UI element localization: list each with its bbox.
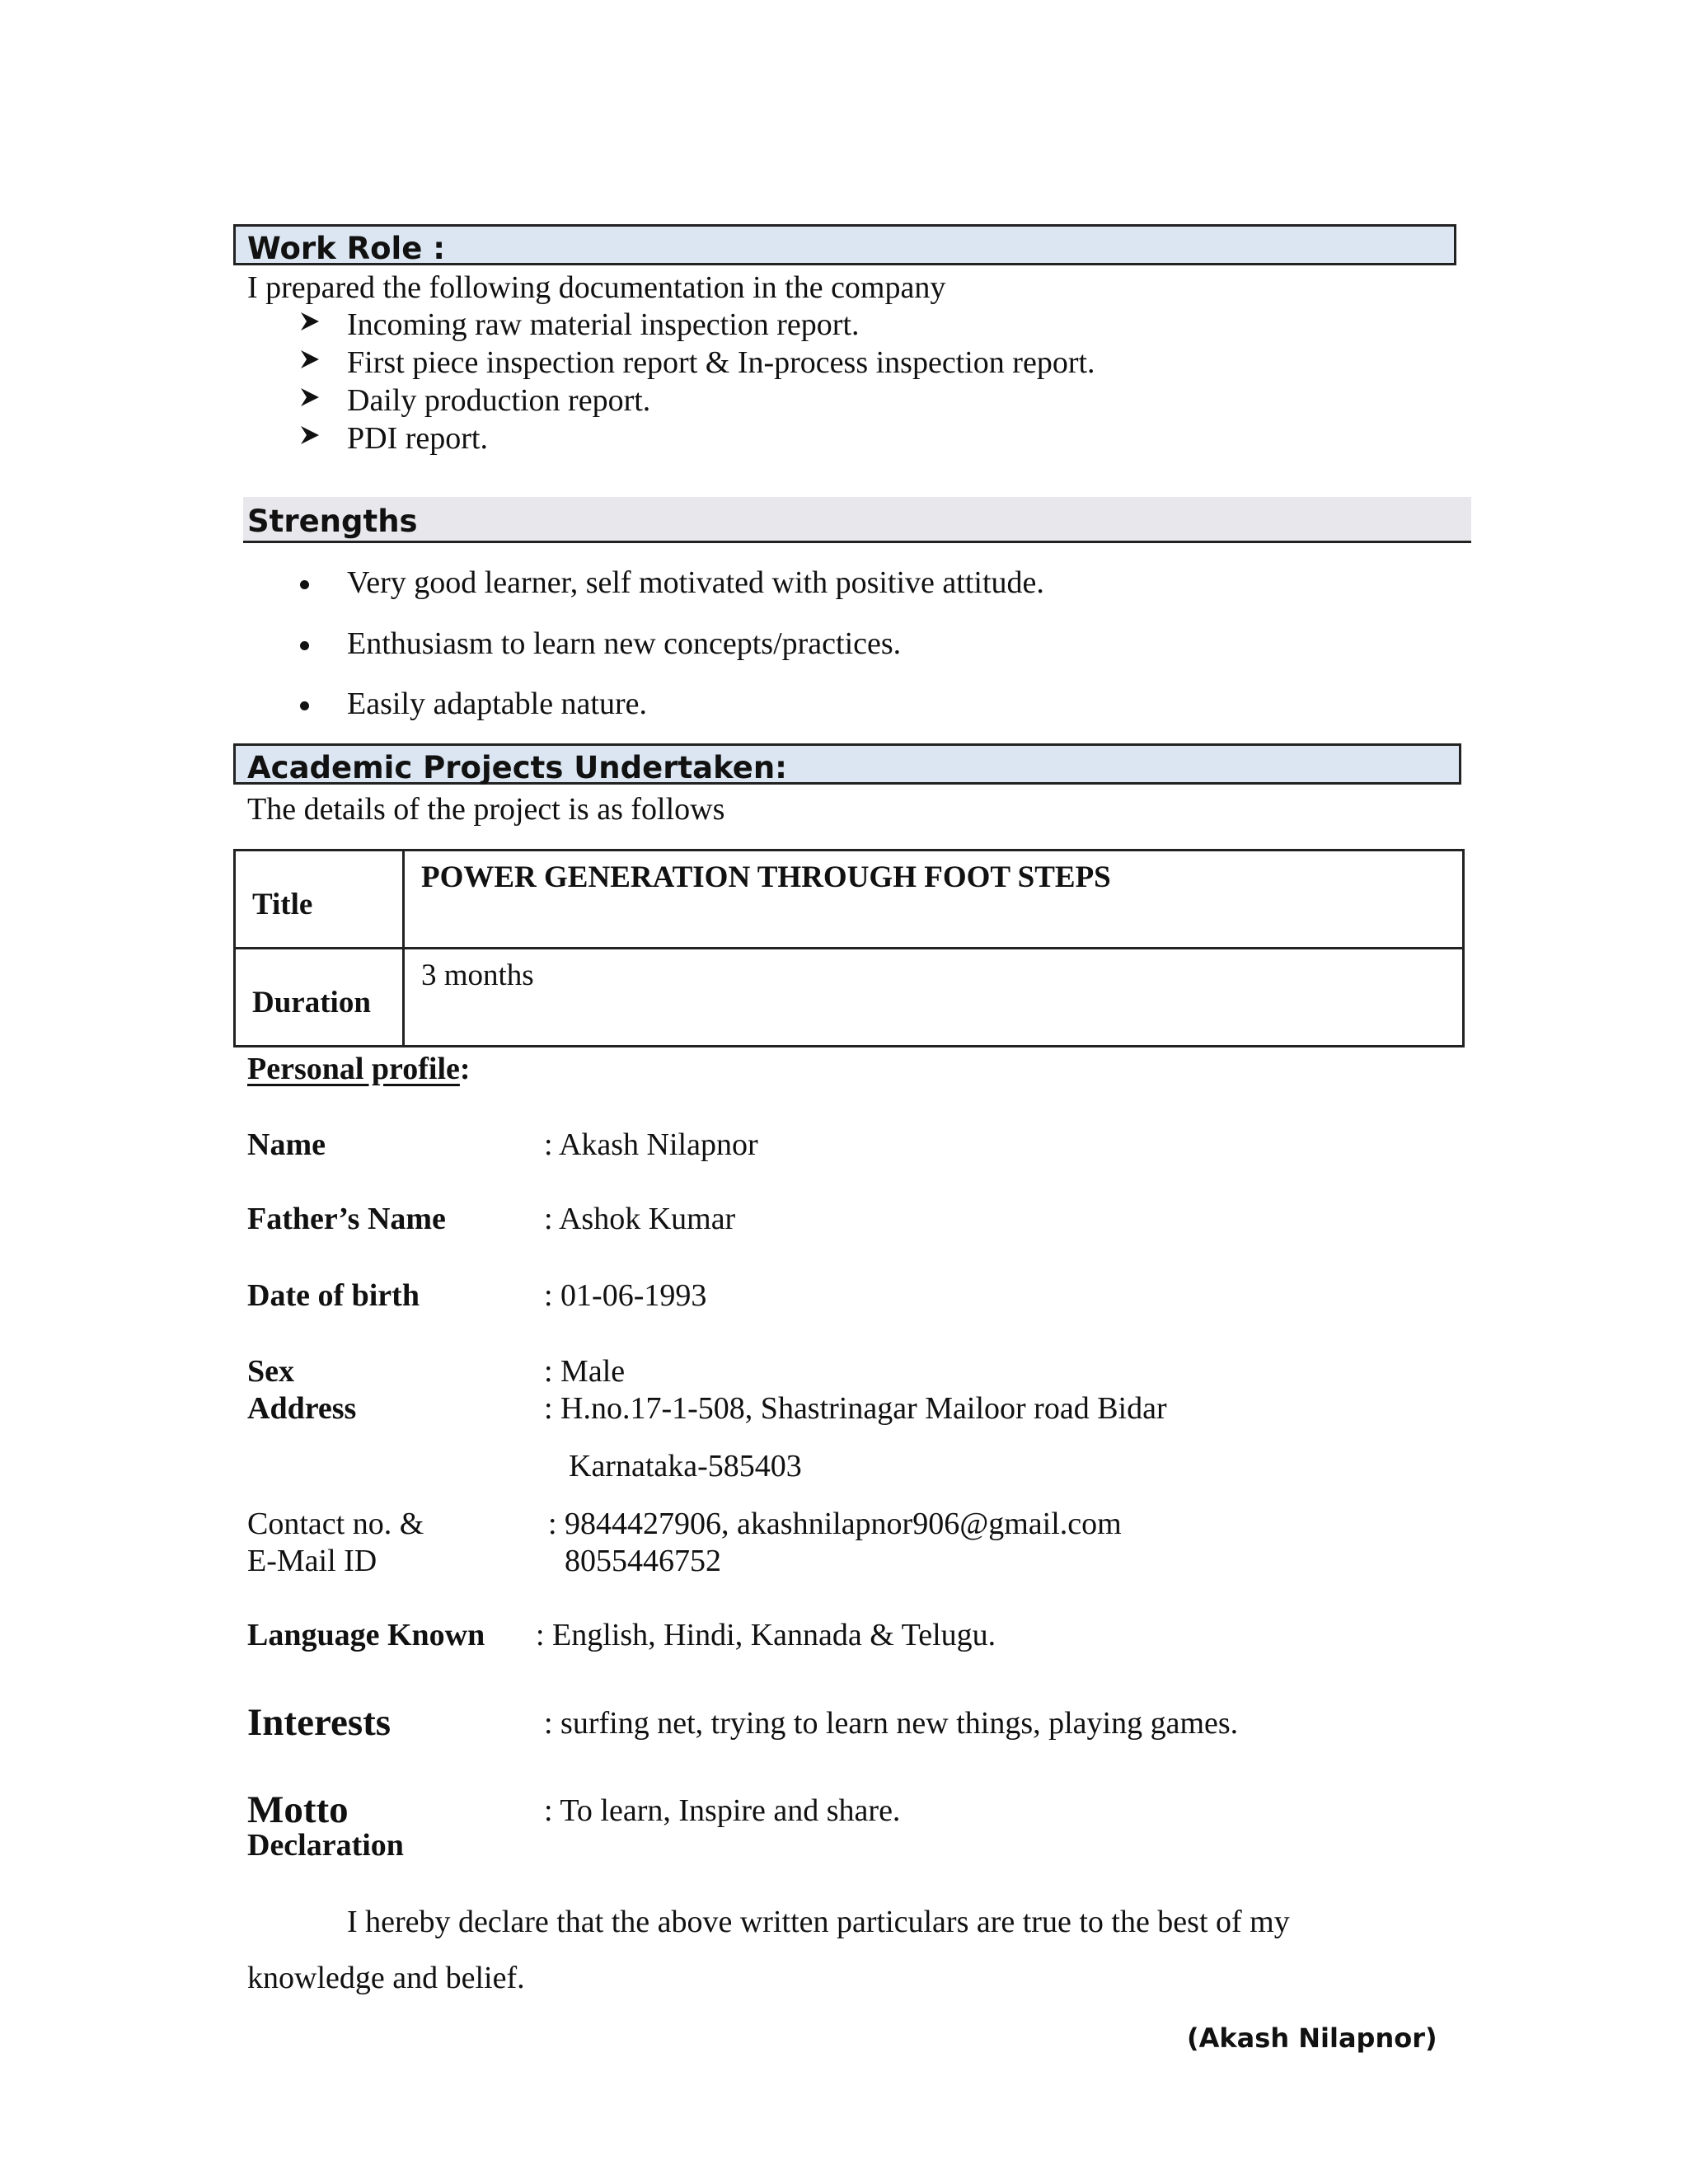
- project-duration-value: 3 months: [421, 958, 534, 992]
- project-table: [233, 849, 1465, 1047]
- contact-label: Contact no. &: [247, 1507, 424, 1541]
- list-item: Enthusiasm to learn new concepts/practices.: [347, 626, 902, 661]
- email-label: E-Mail ID: [247, 1544, 377, 1578]
- personal-profile-heading: Personal profile:: [247, 1052, 471, 1086]
- dob-label: Date of birth: [247, 1278, 420, 1313]
- declaration-line-1: I hereby declare that the above written particulars are true to the best of my: [347, 1905, 1290, 1939]
- father-name-label: Father’s Name: [247, 1202, 446, 1236]
- signature-name: (Akash Nilapnor): [1187, 2022, 1437, 2054]
- strengths-heading-bar: [243, 497, 1471, 543]
- project-title-label: Title: [252, 888, 313, 921]
- project-duration-label: Duration: [252, 986, 371, 1019]
- address-line-2: Karnataka-585403: [569, 1449, 802, 1483]
- table-cell: [235, 949, 404, 1047]
- list-item: First piece inspection report & In-process inspection report.: [347, 345, 1095, 380]
- dob-value: : 01-06-1993: [544, 1278, 707, 1313]
- name-value: : Akash Nilapnor: [544, 1127, 758, 1162]
- address-line-1: : H.no.17-1-508, Shastrinagar Mailoor road Bidar: [544, 1391, 1167, 1426]
- sex-label: Sex: [247, 1354, 294, 1389]
- table-cell: [235, 851, 404, 949]
- strengths-heading: Strengths: [247, 504, 418, 539]
- list-item: Incoming raw material inspection report.: [347, 307, 860, 342]
- arrow-bullet-icon: [299, 311, 321, 332]
- table-row: [235, 851, 1464, 949]
- language-value: : English, Hindi, Kannada & Telugu.: [536, 1618, 996, 1652]
- projects-heading: Academic Projects Undertaken:: [247, 750, 787, 785]
- bullet-icon: [300, 641, 309, 650]
- arrow-bullet-icon: [299, 424, 321, 446]
- interests-label: Interests: [247, 1701, 392, 1744]
- father-name-value: : Ashok Kumar: [544, 1202, 736, 1236]
- table-row: [235, 949, 1464, 1047]
- language-label: Language Known: [247, 1618, 485, 1652]
- bullet-icon: [300, 580, 309, 589]
- work-role-heading: Work Role :: [247, 231, 446, 266]
- sex-value: : Male: [544, 1354, 626, 1389]
- contact-value: : 9844427906, akashnilapnor906@gmail.com: [548, 1507, 1122, 1541]
- declaration-heading: Declaration: [247, 1828, 404, 1863]
- arrow-bullet-icon: [299, 349, 321, 370]
- list-item: PDI report.: [347, 421, 488, 456]
- motto-label: Motto: [247, 1788, 349, 1831]
- list-item: Very good learner, self motivated with positive attitude.: [347, 565, 1044, 600]
- declaration-line-2: knowledge and belief.: [247, 1961, 525, 1995]
- project-title-value: POWER GENERATION THROUGH FOOT STEPS: [421, 860, 1111, 894]
- list-item: Easily adaptable nature.: [347, 687, 648, 721]
- address-label: Address: [247, 1391, 357, 1426]
- table-cell: [404, 949, 1464, 1047]
- list-item: Daily production report.: [347, 383, 651, 418]
- name-label: Name: [247, 1127, 326, 1162]
- interests-value: : surfing net, trying to learn new things, playing games.: [544, 1706, 1239, 1741]
- bullet-icon: [300, 701, 309, 710]
- arrow-bullet-icon: [299, 387, 321, 408]
- motto-value: : To learn, Inspire and share.: [544, 1793, 901, 1828]
- work-role-intro: I prepared the following documentation in the company: [247, 270, 946, 305]
- projects-intro: The details of the project is as follows: [247, 792, 725, 827]
- contact-value-2: 8055446752: [565, 1544, 721, 1578]
- table-cell: [404, 851, 1464, 949]
